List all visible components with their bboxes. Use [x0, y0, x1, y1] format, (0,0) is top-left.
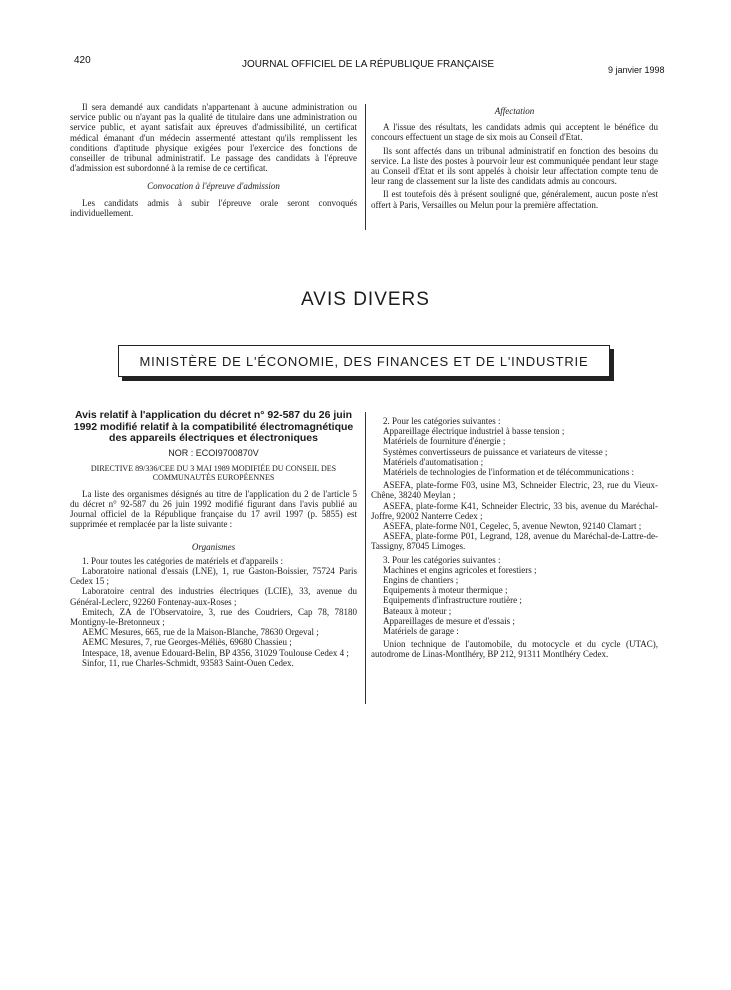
group3-category: Equipements à moteur thermique ;: [383, 585, 508, 596]
top-right-column: [371, 102, 658, 210]
group2-heading: 2. Pour les catégories suivantes :: [383, 416, 501, 426]
notice-left-column: [70, 410, 357, 668]
group2-category: Appareillage électrique industriel à basse tension ;: [383, 426, 565, 437]
affectation-paragraph-1: A l'issue des résultats, les candidats admis qui acceptent le bénéfice du concours effectuent un stage de six mois au Conseil d'Etat.: [371, 122, 658, 143]
notice-right-column: [371, 416, 658, 660]
ministry-banner: MINISTÈRE DE L'ÉCONOMIE, DES FINANCES ET DE L'INDUSTRIE: [118, 345, 610, 377]
issue-date: 9 janvier 1998: [608, 65, 665, 75]
group3-heading: 3. Pour les catégories suivantes :: [383, 554, 501, 565]
convocation-heading: Convocation à l'épreuve d'admission: [147, 181, 280, 192]
group1-entry: AEMC Mesures, 665, rue de la Maison-Blanche, 78630 Orgeval ;: [82, 627, 319, 638]
affectation-paragraph-2: Ils sont affectés dans un tribunal administratif en fonction des besoins du service. La liste des postes à pourvoir leur est communiquée pendant leur stage au Conseil d'Etat et ils sont appelés à choisir leur affectation compte tenu de leur rang de classement sur la liste des candidats admis au concours.: [371, 145, 658, 187]
notice-intro: La liste des organismes désignés au titre de l'application du 2 de l'article 5 du décret n° 92-587 du 26 juin 1992 modifié figurant dans l'avis publié au Journal officiel de la République française du 17 avril 1997 (p. 5855) est supprimée et remplacée par la liste suivante :: [70, 488, 357, 530]
group1-entry: Laboratoire national d'essais (LNE), 1, rue Gaston-Boissier, 75724 Paris Cedex 15 ;: [70, 565, 357, 587]
group3-category: Engins de chantiers ;: [383, 575, 459, 586]
directive-reference: DIRECTIVE 89/336/CEE DU 3 MAI 1989 MODIFIÉE DU CONSEIL DES COMMUNAUTÉS EUROPÉENNES: [90, 463, 337, 483]
notice-title: Avis relatif à l'application du décret n° 92-587 du 26 juin 1992 modifié relatif à la compatibilité électromagnétique des appareils électriques et électroniques: [73, 409, 354, 444]
group2-entry: ASEFA, plate-forme P01, Legrand, 128, avenue du Maréchal-de-Lattre-de-Tassigny, 87045 Limoges.: [371, 531, 658, 552]
group2-category: Systèmes convertisseurs de puissance et variateurs de vitesse ;: [383, 446, 608, 457]
group3-category: Matériels de garage :: [383, 626, 459, 637]
group2-entry: ASEFA, plate-forme F03, usine M3, Schneider Electric, 23, rue du Vieux-Chêne, 38240 Meylan ;: [371, 480, 658, 501]
convocation-paragraph: Les candidats admis à subir l'épreuve orale seront convoqués individuellement.: [70, 197, 357, 218]
group3-entry: Union technique de l'automobile, du motocycle et du cycle (UTAC), autodrome de Linas-Montlhéry, BP 212, 91311 Montlhéry Cedex.: [371, 639, 658, 660]
affectation-paragraph-3: Il est toutefois dès à présent souligné que, généralement, aucun poste n'est offert à Paris, Versailles ou Melun pour la première affectation.: [371, 189, 658, 210]
organismes-heading: Organismes: [191, 541, 236, 552]
group2-category: Matériels d'automatisation ;: [383, 456, 484, 467]
page-number: 420: [74, 55, 91, 66]
group1-entry: Sinfor, 11, rue Charles-Schmidt, 93583 Saint-Ouen Cedex.: [82, 657, 294, 668]
group2-category: Matériels de fourniture d'énergie ;: [383, 436, 506, 447]
group1-entry: Emitech, ZA de l'Observatoire, 3, rue des Coudriers, Cap 78, 78180 Montigny-le-Bretonneux ;: [70, 606, 357, 627]
journal-title: JOURNAL OFFICIEL DE LA RÉPUBLIQUE FRANÇAISE: [242, 59, 495, 70]
group2-category: Matériels de technologies de l'information et de télécommunications :: [383, 467, 635, 478]
group3-category: Machines et engins agricoles et forestiers ;: [383, 564, 537, 575]
column-divider: [365, 104, 366, 230]
group3-category: Bateaux à moteur ;: [383, 605, 452, 616]
group2-entry: ASEFA, plate-forme N01, Cegelec, 5, avenue Newton, 92140 Clamart ;: [383, 521, 642, 532]
top-left-column: [70, 102, 357, 218]
medical-certificate-paragraph: Il sera demandé aux candidats n'appartenant à aucune administration ou service public ou n'ayant pas la qualité de titulaire dans une administration ou service public, et ayant satisfait aux épreuves d'admissibilité, un certificat médical émanant d'un médecin assermenté attestant qu'ils remplissent les conditions d'aptitude physique exigées pour l'exercice des fonctions de conseiller de tribunal administratif. Le passage des candidats à l'épreuve d'admission est subordonné à la remise de ce certificat.: [70, 102, 357, 174]
group3-category: Appareillages de mesure et d'essais ;: [383, 615, 515, 626]
affectation-heading: Affectation: [494, 106, 535, 116]
group2-entry: ASEFA, plate-forme K41, Schneider Electric, 33 bis, avenue du Maréchal-Joffre, 92002 Nanterre Cedex ;: [371, 500, 658, 521]
group3-category: Equipements d'infrastructure routière ;: [383, 595, 522, 606]
group1-entry: Laboratoire central des industries électriques (LCIE), 33, avenue du Général-Leclerc, 92260 Fontenay-aux-Roses ;: [70, 586, 357, 607]
nor-reference: NOR : ECOI9700870V: [168, 447, 259, 458]
section-title: AVIS DIVERS: [301, 289, 430, 310]
column-divider: [365, 412, 366, 704]
group1-entry: AEMC Mesures, 7, rue Georges-Méliès, 69680 Chassieu ;: [82, 637, 292, 648]
group1-entry: Intespace, 18, avenue Edouard-Belin, BP 4356, 31029 Toulouse Cedex 4 ;: [82, 647, 349, 658]
group1-heading: 1. Pour toutes les catégories de matériels et d'appareils :: [82, 555, 284, 566]
